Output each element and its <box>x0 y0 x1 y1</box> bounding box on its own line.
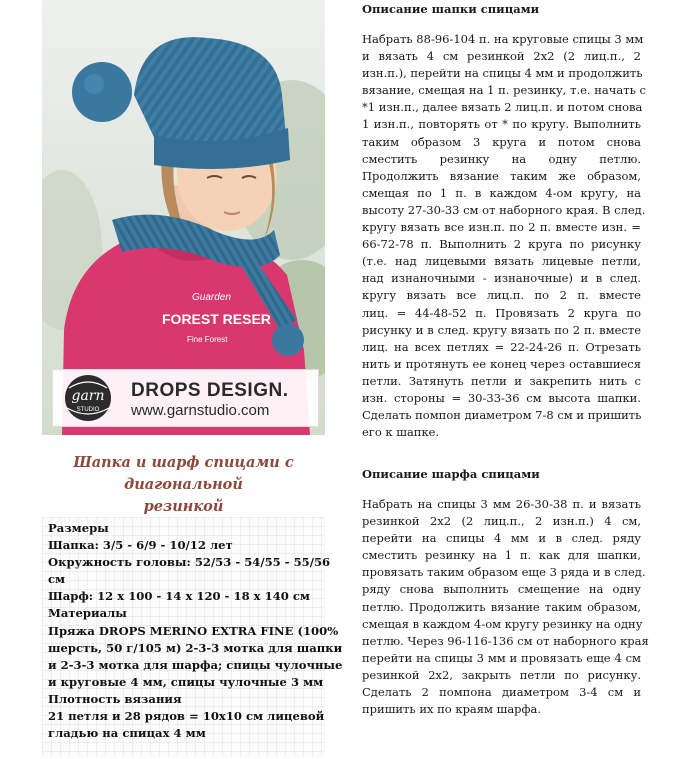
text-line: 66-72-78 п. Выполнить 2 круга по рисунку <box>362 237 641 252</box>
text-line: кругу вязать все лиц.п. по 2 п. вместе <box>362 288 641 303</box>
shirt-print-3: Fine Forest <box>187 335 228 344</box>
spec-line: Шапка: 3/5 - 6/9 - 10/12 лет <box>48 538 233 553</box>
text-line: Набрать 88-96-104 п. на круговые спицы 3 мм <box>362 32 644 46</box>
spec-line: Плотность вязания <box>48 691 182 706</box>
text-line: над изнаночными - изнаночные) и в след. <box>362 271 641 286</box>
brand-logo <box>52 369 319 427</box>
text-line: 1 изн.п., повторять от * по кругу. Выполнить <box>362 117 641 132</box>
text-line: сместить резинку на одну петлю. <box>362 151 641 166</box>
text-line: петлю. Через 96-116-136 см от наборного края <box>362 633 649 648</box>
text-line: смещая по 1 п. в каждом 4-ом кругу, на <box>362 185 641 200</box>
text-line: вязание, смещая на 1 п. резинку, т.е. начать с <box>362 83 646 98</box>
spec-line: см <box>48 572 66 587</box>
text-line: Набрать на спицы 3 мм 26-30-38 п. и вязать <box>362 497 641 511</box>
spec-line: шерсть, 50 г/105 м) 2-3-3 мотка для шапки <box>48 640 343 655</box>
pattern-title-line: резинкой <box>143 498 224 515</box>
scarf-instructions <box>362 496 649 718</box>
text-line: лиц. на всех петлях = 22-24-26 п. Отрезать <box>362 339 641 354</box>
text-line: *1 изн.п., далее вязать 2 лиц.п. и потом снова <box>362 100 643 115</box>
text-line: его к шапке. <box>362 425 440 440</box>
text-line: кругу вязать все изн.п. по 2 п. вместе изн. = <box>362 220 641 235</box>
text-line: сместить резинку на 1 п. как для шапки, <box>362 548 641 563</box>
yarn-ball-icon <box>55 370 125 426</box>
text-line: пришить их по краям шарфа. <box>362 702 542 717</box>
knitted-hat <box>134 37 286 150</box>
text-line: смещая в каждом 4-ом кругу резинку на одну <box>362 616 643 631</box>
text-line: петлю. Продолжить вязание таким образом, <box>362 599 641 614</box>
hat-section-title: Описание шапки спицами <box>362 2 540 16</box>
hat-instructions <box>362 31 646 441</box>
spec-line: Окружность головы: 52/53 - 54/55 - 55/56 <box>48 555 331 570</box>
text-line: и вязать 4 см резинкой 2x2 (2 лиц.п., 2 <box>362 49 641 64</box>
spec-line: и 2-3-3 мотка для шарфа; спицы чулочные <box>48 657 343 672</box>
spec-line: Размеры <box>48 521 109 535</box>
text-line: высоту 27-30-33 см от наборного края. В след. <box>362 202 646 217</box>
shirt-print-2: FOREST RESER <box>162 311 271 327</box>
pattern-title <box>42 452 325 518</box>
spec-line: гладью на спицах 4 мм <box>48 726 206 741</box>
spec-line: Материалы <box>48 606 127 621</box>
shirt-print-1: Guarden <box>192 292 231 303</box>
pattern-title-line: Шапка и шарф спицами с <box>73 454 294 471</box>
text-line: резинкой 2x2 (2 лиц.п., 2 изн.п.) 4 см, <box>362 514 641 529</box>
text-line: Продолжить вязание таким же образом, <box>362 168 641 183</box>
text-line: лиц. = 44-48-52 п. Провязать 2 круга по <box>362 305 641 320</box>
scarf-pompom <box>272 324 304 356</box>
text-line: Сделать 2 помпона диаметром 3-4 см и <box>362 685 641 700</box>
text-line: изн.п.), перейти на спицы 4 мм и продолжить <box>362 66 643 81</box>
text-line: (т.е. над лицевыми вязать лицевые петли, <box>362 254 641 269</box>
spec-line: и круговые 4 мм, спицы чулочные 3 мм <box>48 674 324 689</box>
text-line: перейти на спицы 4 мм и в след. ряду <box>362 531 641 546</box>
text-line: изн. стороны = 30-33-36 см высота шапки. <box>362 390 641 405</box>
hat-pompom <box>72 62 132 122</box>
text-line: Сделать помпон диаметром 7-8 см и пришить <box>362 408 642 423</box>
text-line: резинкой 2x2, закрыть петли по рисунку. <box>362 667 641 682</box>
text-line: таким образом 3 круга и потом снова <box>362 134 641 149</box>
text-line: рисунку и в след. кругу вязать по 2 п. вместе <box>362 322 641 337</box>
emblem-text: garn <box>71 388 105 404</box>
text-line: петли. Затянуть петли и закрепить нить с <box>362 373 641 388</box>
spec-line: Шарф: 12 x 100 - 14 x 120 - 18 x 140 см <box>48 589 310 604</box>
pattern-title-line: диагональной <box>124 476 243 493</box>
text-line: ряду снова выполнить смещение на одну <box>362 582 641 597</box>
brand-url[interactable]: www.garnstudio.com <box>131 402 270 419</box>
brand-name: DROPS DESIGN. <box>131 380 289 401</box>
emblem-subtext: STUDIO <box>76 407 100 413</box>
spec-line: Пряжа DROPS MERINO EXTRA FINE (100% <box>48 623 339 638</box>
text-line: перейти на спицы 3 мм и провязать еще 4 см <box>362 650 641 665</box>
text-line: провязать таким образом еще 3 ряда и в след. <box>362 565 646 580</box>
scarf-section-title: Описание шарфа спицами <box>362 467 540 481</box>
text-line: нить и протянуть ее конец через оставшиеся <box>362 356 641 371</box>
specs-text <box>48 520 343 742</box>
spec-line: 21 петля и 28 рядов = 10x10 см лицевой <box>48 709 325 724</box>
